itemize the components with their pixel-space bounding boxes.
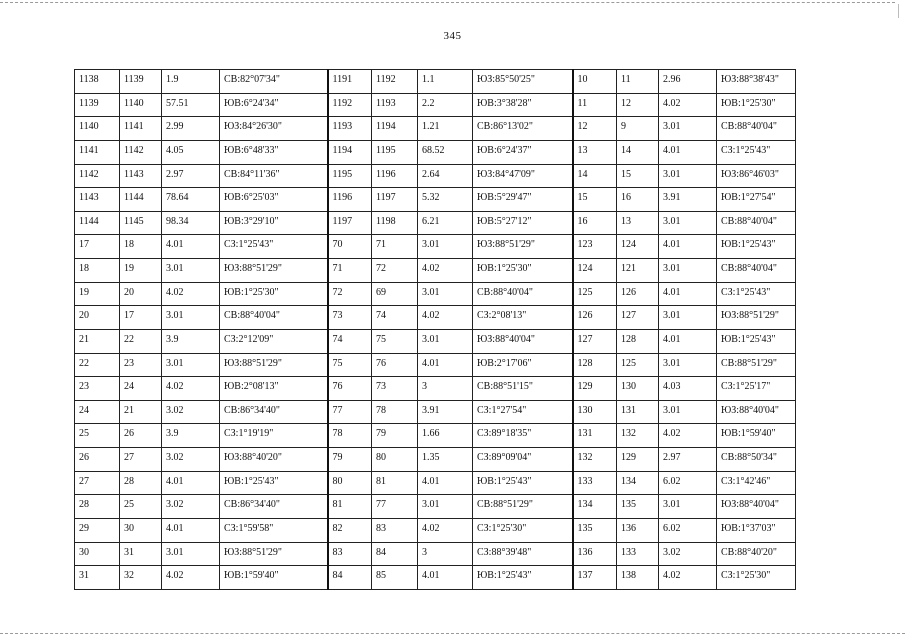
from-point-cell: 137	[573, 566, 617, 590]
distance-cell: 4.01	[418, 471, 473, 495]
bottom-scan-rule	[0, 633, 905, 634]
bearing-cell: СЗ:1°59'58"	[220, 518, 328, 542]
to-point-cell: 125	[617, 353, 659, 377]
from-point-cell: 1197	[328, 211, 372, 235]
distance-cell: 4.02	[418, 259, 473, 283]
from-point-cell: 127	[573, 329, 617, 353]
from-point-cell: 27	[75, 471, 120, 495]
bearing-cell: СЗ:1°25'43"	[717, 140, 796, 164]
to-point-cell: 72	[372, 259, 418, 283]
from-point-cell: 83	[328, 542, 372, 566]
to-point-cell: 1194	[372, 117, 418, 141]
bearing-cell: ЮЗ:88°51'29"	[473, 235, 573, 259]
bearing-cell: ЮВ:1°25'43"	[473, 566, 573, 590]
from-point-cell: 125	[573, 282, 617, 306]
distance-cell: 4.01	[659, 140, 717, 164]
to-point-cell: 30	[120, 518, 162, 542]
from-point-cell: 1141	[75, 140, 120, 164]
table-row	[75, 566, 796, 590]
distance-cell: 1.66	[418, 424, 473, 448]
to-point-cell: 22	[120, 329, 162, 353]
to-point-cell: 81	[372, 471, 418, 495]
to-point-cell: 132	[617, 424, 659, 448]
to-point-cell: 19	[120, 259, 162, 283]
distance-cell: 2.97	[659, 448, 717, 472]
bearing-cell: СВ:82°07'34"	[220, 70, 328, 94]
bearing-cell: СВ:88°40'04"	[717, 259, 796, 283]
to-point-cell: 31	[120, 542, 162, 566]
table-row	[75, 471, 796, 495]
from-point-cell: 1196	[328, 188, 372, 212]
table-row	[75, 164, 796, 188]
to-point-cell: 25	[120, 495, 162, 519]
distance-cell: 57.51	[162, 93, 220, 117]
from-point-cell: 15	[573, 188, 617, 212]
from-point-cell: 1193	[328, 117, 372, 141]
from-point-cell: 1142	[75, 164, 120, 188]
distance-cell: 4.02	[162, 282, 220, 306]
distance-cell: 2.99	[162, 117, 220, 141]
to-point-cell: 136	[617, 518, 659, 542]
from-point-cell: 128	[573, 353, 617, 377]
from-point-cell: 18	[75, 259, 120, 283]
distance-cell: 98.34	[162, 211, 220, 235]
bearing-cell: ЮЗ:88°51'29"	[220, 353, 328, 377]
bearing-cell: СВ:88°40'04"	[717, 211, 796, 235]
bearing-cell: СЗ:88°39'48"	[473, 542, 573, 566]
table-row	[75, 495, 796, 519]
distance-cell: 3.01	[418, 235, 473, 259]
distance-cell: 3	[418, 377, 473, 401]
from-point-cell: 132	[573, 448, 617, 472]
from-point-cell: 126	[573, 306, 617, 330]
from-point-cell: 130	[573, 400, 617, 424]
bearing-cell: ЮВ:3°38'28"	[473, 93, 573, 117]
from-point-cell: 131	[573, 424, 617, 448]
to-point-cell: 24	[120, 377, 162, 401]
page-number: 345	[443, 30, 462, 42]
from-point-cell: 71	[328, 259, 372, 283]
to-point-cell: 1141	[120, 117, 162, 141]
bearing-cell: СВ:88°51'29"	[473, 495, 573, 519]
distance-cell: 3.02	[162, 495, 220, 519]
distance-cell: 3.01	[659, 211, 717, 235]
distance-cell: 3.01	[659, 306, 717, 330]
from-point-cell: 1194	[328, 140, 372, 164]
bearing-cell: ЮВ:5°29'47"	[473, 188, 573, 212]
bearing-cell: ЮВ:2°08'13"	[220, 377, 328, 401]
bearing-cell: СВ:88°51'29"	[717, 353, 796, 377]
bearing-cell: СЗ:2°08'13"	[473, 306, 573, 330]
from-point-cell: 11	[573, 93, 617, 117]
distance-cell: 3.01	[162, 259, 220, 283]
bearing-cell: ЮВ:5°27'12"	[473, 211, 573, 235]
to-point-cell: 131	[617, 400, 659, 424]
table-row	[75, 117, 796, 141]
bearing-cell: СЗ:1°25'43"	[220, 235, 328, 259]
distance-cell: 4.02	[659, 93, 717, 117]
bearing-cell: ЮВ:6°24'34"	[220, 93, 328, 117]
distance-cell: 3.01	[418, 329, 473, 353]
to-point-cell: 32	[120, 566, 162, 590]
to-point-cell: 129	[617, 448, 659, 472]
bearing-cell: ЮВ:1°25'43"	[220, 471, 328, 495]
distance-cell: 6.02	[659, 471, 717, 495]
to-point-cell: 21	[120, 400, 162, 424]
distance-cell: 3.01	[659, 259, 717, 283]
to-point-cell: 133	[617, 542, 659, 566]
bearing-cell: ЮВ:1°27'54"	[717, 188, 796, 212]
from-point-cell: 1140	[75, 117, 120, 141]
bearing-cell: ЮВ:2°17'06"	[473, 353, 573, 377]
from-point-cell: 73	[328, 306, 372, 330]
bearing-cell: СВ:84°11'36"	[220, 164, 328, 188]
distance-cell: 78.64	[162, 188, 220, 212]
to-point-cell: 1140	[120, 93, 162, 117]
from-point-cell: 13	[573, 140, 617, 164]
bearing-cell: ЮВ:1°25'30"	[473, 259, 573, 283]
table-row	[75, 306, 796, 330]
from-point-cell: 24	[75, 400, 120, 424]
from-point-cell: 1144	[75, 211, 120, 235]
bearing-cell: СЗ:1°25'30"	[473, 518, 573, 542]
from-point-cell: 14	[573, 164, 617, 188]
distance-cell: 3.01	[659, 495, 717, 519]
to-point-cell: 80	[372, 448, 418, 472]
bearing-cell: ЮЗ:84°47'09"	[473, 164, 573, 188]
to-point-cell: 138	[617, 566, 659, 590]
distance-cell: 3.01	[659, 353, 717, 377]
from-point-cell: 136	[573, 542, 617, 566]
bearing-cell: ЮЗ:85°50'25"	[473, 70, 573, 94]
bearing-cell: СВ:86°34'40"	[220, 495, 328, 519]
from-point-cell: 26	[75, 448, 120, 472]
distance-cell: 3.91	[418, 400, 473, 424]
bearing-cell: СВ:88°51'15"	[473, 377, 573, 401]
from-point-cell: 1139	[75, 93, 120, 117]
distance-cell: 4.02	[659, 566, 717, 590]
from-point-cell: 16	[573, 211, 617, 235]
bearing-cell: ЮВ:1°59'40"	[220, 566, 328, 590]
distance-cell: 3.91	[659, 188, 717, 212]
bearing-cell: СЗ:1°25'43"	[717, 282, 796, 306]
distance-cell: 3.01	[162, 542, 220, 566]
bearing-cell: СЗ:1°25'30"	[717, 566, 796, 590]
to-point-cell: 71	[372, 235, 418, 259]
bearing-cell: ЮВ:3°29'10"	[220, 211, 328, 235]
margin-mark	[898, 4, 899, 18]
from-point-cell: 84	[328, 566, 372, 590]
bearing-cell: СВ:86°34'40"	[220, 400, 328, 424]
distance-cell: 3.02	[162, 400, 220, 424]
bearing-cell: ЮЗ:86°46'03"	[717, 164, 796, 188]
distance-cell: 3.01	[659, 164, 717, 188]
to-point-cell: 26	[120, 424, 162, 448]
bearing-cell: СЗ:1°25'17"	[717, 377, 796, 401]
table-row	[75, 400, 796, 424]
to-point-cell: 75	[372, 329, 418, 353]
to-point-cell: 1139	[120, 70, 162, 94]
bearing-cell: СВ:88°40'04"	[473, 282, 573, 306]
to-point-cell: 73	[372, 377, 418, 401]
from-point-cell: 76	[328, 377, 372, 401]
table-row	[75, 329, 796, 353]
bearing-cell: ЮВ:1°25'30"	[220, 282, 328, 306]
from-point-cell: 78	[328, 424, 372, 448]
bearing-cell: ЮВ:1°25'43"	[717, 235, 796, 259]
distance-cell: 3	[418, 542, 473, 566]
from-point-cell: 124	[573, 259, 617, 283]
distance-cell: 3.01	[162, 353, 220, 377]
to-point-cell: 1198	[372, 211, 418, 235]
to-point-cell: 76	[372, 353, 418, 377]
from-point-cell: 30	[75, 542, 120, 566]
distance-cell: 3.01	[418, 495, 473, 519]
bearing-cell: ЮВ:6°48'33"	[220, 140, 328, 164]
distance-cell: 4.01	[659, 282, 717, 306]
bearing-cell: СЗ:1°19'19"	[220, 424, 328, 448]
table-row	[75, 542, 796, 566]
to-point-cell: 28	[120, 471, 162, 495]
from-point-cell: 1138	[75, 70, 120, 94]
distance-cell: 4.03	[659, 377, 717, 401]
to-point-cell: 1197	[372, 188, 418, 212]
from-point-cell: 31	[75, 566, 120, 590]
from-point-cell: 17	[75, 235, 120, 259]
table-row	[75, 282, 796, 306]
to-point-cell: 13	[617, 211, 659, 235]
from-point-cell: 12	[573, 117, 617, 141]
distance-cell: 3.02	[659, 542, 717, 566]
distance-cell: 3.01	[418, 282, 473, 306]
table-row	[75, 235, 796, 259]
distance-cell: 1.35	[418, 448, 473, 472]
distance-cell: 3.02	[162, 448, 220, 472]
to-point-cell: 16	[617, 188, 659, 212]
bearing-cell: ЮЗ:88°40'04"	[473, 329, 573, 353]
from-point-cell: 77	[328, 400, 372, 424]
to-point-cell: 78	[372, 400, 418, 424]
from-point-cell: 129	[573, 377, 617, 401]
from-point-cell: 79	[328, 448, 372, 472]
distance-cell: 3.01	[659, 400, 717, 424]
to-point-cell: 74	[372, 306, 418, 330]
distance-cell: 1.21	[418, 117, 473, 141]
distance-cell: 4.01	[659, 235, 717, 259]
to-point-cell: 11	[617, 70, 659, 94]
to-point-cell: 1144	[120, 188, 162, 212]
top-scan-rule	[0, 2, 895, 3]
distance-cell: 3.9	[162, 329, 220, 353]
to-point-cell: 1192	[372, 70, 418, 94]
to-point-cell: 18	[120, 235, 162, 259]
distance-cell: 4.02	[659, 424, 717, 448]
to-point-cell: 83	[372, 518, 418, 542]
distance-cell: 4.01	[659, 329, 717, 353]
bearing-cell: ЮВ:1°25'43"	[473, 471, 573, 495]
to-point-cell: 1195	[372, 140, 418, 164]
distance-cell: 1.1	[418, 70, 473, 94]
table-row	[75, 353, 796, 377]
to-point-cell: 85	[372, 566, 418, 590]
to-point-cell: 69	[372, 282, 418, 306]
to-point-cell: 127	[617, 306, 659, 330]
from-point-cell: 1143	[75, 188, 120, 212]
to-point-cell: 130	[617, 377, 659, 401]
bearing-cell: ЮВ:1°25'43"	[717, 329, 796, 353]
bearing-cell: ЮВ:1°25'30"	[717, 93, 796, 117]
distance-cell: 4.02	[162, 377, 220, 401]
bearing-cell: СЗ:1°27'54"	[473, 400, 573, 424]
from-point-cell: 10	[573, 70, 617, 94]
from-point-cell: 72	[328, 282, 372, 306]
distance-cell: 68.52	[418, 140, 473, 164]
table-row	[75, 93, 796, 117]
table-row	[75, 259, 796, 283]
from-point-cell: 134	[573, 495, 617, 519]
table-row	[75, 377, 796, 401]
to-point-cell: 126	[617, 282, 659, 306]
distance-cell: 4.01	[162, 235, 220, 259]
to-point-cell: 1193	[372, 93, 418, 117]
bearing-cell: ЮЗ:84°26'30"	[220, 117, 328, 141]
bearing-cell: ЮЗ:88°40'04"	[717, 495, 796, 519]
from-point-cell: 135	[573, 518, 617, 542]
from-point-cell: 70	[328, 235, 372, 259]
bearing-cell: СВ:88°40'04"	[717, 117, 796, 141]
table-row	[75, 518, 796, 542]
distance-cell: 4.01	[418, 353, 473, 377]
from-point-cell: 19	[75, 282, 120, 306]
to-point-cell: 12	[617, 93, 659, 117]
bearing-cell: ЮВ:1°37'03"	[717, 518, 796, 542]
from-point-cell: 80	[328, 471, 372, 495]
bearing-cell: СЗ:1°42'46"	[717, 471, 796, 495]
to-point-cell: 128	[617, 329, 659, 353]
bearing-cell: ЮВ:1°59'40"	[717, 424, 796, 448]
bearing-cell: СВ:88°40'20"	[717, 542, 796, 566]
distance-cell: 6.21	[418, 211, 473, 235]
to-point-cell: 27	[120, 448, 162, 472]
distance-cell: 6.02	[659, 518, 717, 542]
distance-cell: 3.9	[162, 424, 220, 448]
to-point-cell: 23	[120, 353, 162, 377]
distance-cell: 4.01	[162, 518, 220, 542]
table-row	[75, 424, 796, 448]
bearing-cell: ЮЗ:88°51'29"	[717, 306, 796, 330]
distance-cell: 3.01	[659, 117, 717, 141]
distance-cell: 4.02	[162, 566, 220, 590]
bearing-cell: ЮЗ:88°38'43"	[717, 70, 796, 94]
from-point-cell: 25	[75, 424, 120, 448]
to-point-cell: 121	[617, 259, 659, 283]
from-point-cell: 1191	[328, 70, 372, 94]
survey-table	[74, 69, 796, 590]
bearing-cell: ЮЗ:88°40'20"	[220, 448, 328, 472]
bearing-cell: СЗ:89°18'35"	[473, 424, 573, 448]
from-point-cell: 28	[75, 495, 120, 519]
to-point-cell: 84	[372, 542, 418, 566]
to-point-cell: 134	[617, 471, 659, 495]
table-row	[75, 211, 796, 235]
distance-cell: 4.02	[418, 306, 473, 330]
bearing-cell: СВ:88°50'34"	[717, 448, 796, 472]
to-point-cell: 17	[120, 306, 162, 330]
to-point-cell: 1143	[120, 164, 162, 188]
distance-cell: 1.9	[162, 70, 220, 94]
from-point-cell: 74	[328, 329, 372, 353]
to-point-cell: 9	[617, 117, 659, 141]
bearing-cell: СВ:88°40'04"	[220, 306, 328, 330]
table-row	[75, 70, 796, 94]
distance-cell: 2.96	[659, 70, 717, 94]
bearing-cell: СЗ:89°09'04"	[473, 448, 573, 472]
from-point-cell: 23	[75, 377, 120, 401]
distance-cell: 4.01	[418, 566, 473, 590]
to-point-cell: 20	[120, 282, 162, 306]
to-point-cell: 1145	[120, 211, 162, 235]
to-point-cell: 15	[617, 164, 659, 188]
distance-cell: 5.32	[418, 188, 473, 212]
from-point-cell: 75	[328, 353, 372, 377]
from-point-cell: 20	[75, 306, 120, 330]
from-point-cell: 22	[75, 353, 120, 377]
bearing-cell: ЮВ:6°25'03"	[220, 188, 328, 212]
distance-cell: 2.64	[418, 164, 473, 188]
from-point-cell: 21	[75, 329, 120, 353]
to-point-cell: 135	[617, 495, 659, 519]
bearing-cell: ЮЗ:88°51'29"	[220, 542, 328, 566]
distance-cell: 2.97	[162, 164, 220, 188]
bearing-cell: ЮЗ:88°51'29"	[220, 259, 328, 283]
to-point-cell: 1196	[372, 164, 418, 188]
bearing-cell: ЮЗ:88°40'04"	[717, 400, 796, 424]
to-point-cell: 1142	[120, 140, 162, 164]
distance-cell: 2.2	[418, 93, 473, 117]
distance-cell: 4.05	[162, 140, 220, 164]
table-row	[75, 140, 796, 164]
to-point-cell: 14	[617, 140, 659, 164]
distance-cell: 4.02	[418, 518, 473, 542]
from-point-cell: 1192	[328, 93, 372, 117]
table-row	[75, 188, 796, 212]
from-point-cell: 1195	[328, 164, 372, 188]
to-point-cell: 124	[617, 235, 659, 259]
to-point-cell: 77	[372, 495, 418, 519]
from-point-cell: 133	[573, 471, 617, 495]
table-row	[75, 448, 796, 472]
to-point-cell: 79	[372, 424, 418, 448]
from-point-cell: 29	[75, 518, 120, 542]
distance-cell: 4.01	[162, 471, 220, 495]
bearing-cell: ЮВ:6°24'37"	[473, 140, 573, 164]
survey-table-body	[75, 70, 796, 590]
from-point-cell: 123	[573, 235, 617, 259]
from-point-cell: 82	[328, 518, 372, 542]
bearing-cell: СЗ:2°12'09"	[220, 329, 328, 353]
distance-cell: 3.01	[162, 306, 220, 330]
from-point-cell: 81	[328, 495, 372, 519]
bearing-cell: СВ:86°13'02"	[473, 117, 573, 141]
